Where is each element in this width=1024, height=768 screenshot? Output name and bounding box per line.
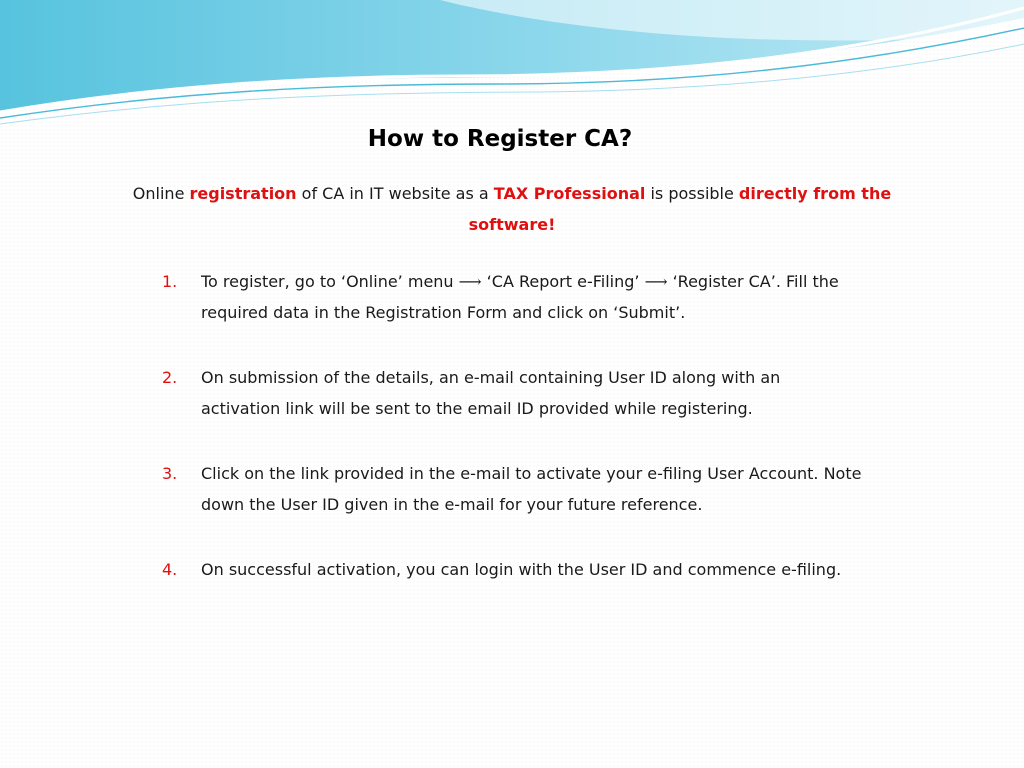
- list-item: [162, 362, 862, 424]
- step-number: 2.: [162, 368, 178, 387]
- arrow-icon: ⟶: [644, 272, 668, 291]
- step-number: 4.: [162, 560, 178, 579]
- step-text: ‘CA Report e-Filing’: [481, 272, 645, 291]
- step-text: To register, go to ‘Online’ menu: [201, 272, 459, 291]
- intro-text: of CA in IT website as a: [296, 184, 494, 203]
- step-text: On successful activation, you can login with the User ID and commence e-filing.: [201, 560, 842, 579]
- intro-text: is possible: [645, 184, 739, 203]
- intro-highlight: TAX Professional: [493, 184, 646, 203]
- step-text: ‘Register CA’. Fill the required data in the Registration Form and click on ‘Submit’.: [201, 272, 839, 322]
- steps-list: [162, 266, 862, 619]
- list-item: [162, 458, 862, 520]
- intro-highlight: registration: [189, 184, 297, 203]
- step-number: 3.: [162, 464, 178, 483]
- step-text: Click on the link provided in the e-mail to activate your e-filing User Account. Note down the User ID given in the e-mail for your future reference.: [201, 464, 862, 514]
- intro-paragraph: [96, 178, 928, 240]
- step-text: On submission of the details, an e-mail containing User ID along with an activation link will be sent to the email ID provided while registering.: [201, 368, 781, 418]
- intro-highlight: directly from the software!: [468, 184, 892, 234]
- list-item: [162, 554, 862, 585]
- intro-text: Online: [132, 184, 190, 203]
- arrow-icon: ⟶: [458, 272, 482, 291]
- step-number: 1.: [162, 272, 178, 291]
- header-wave-decoration: [0, 0, 1024, 130]
- list-item: [162, 266, 862, 328]
- slide-title: How to Register CA?: [367, 126, 633, 152]
